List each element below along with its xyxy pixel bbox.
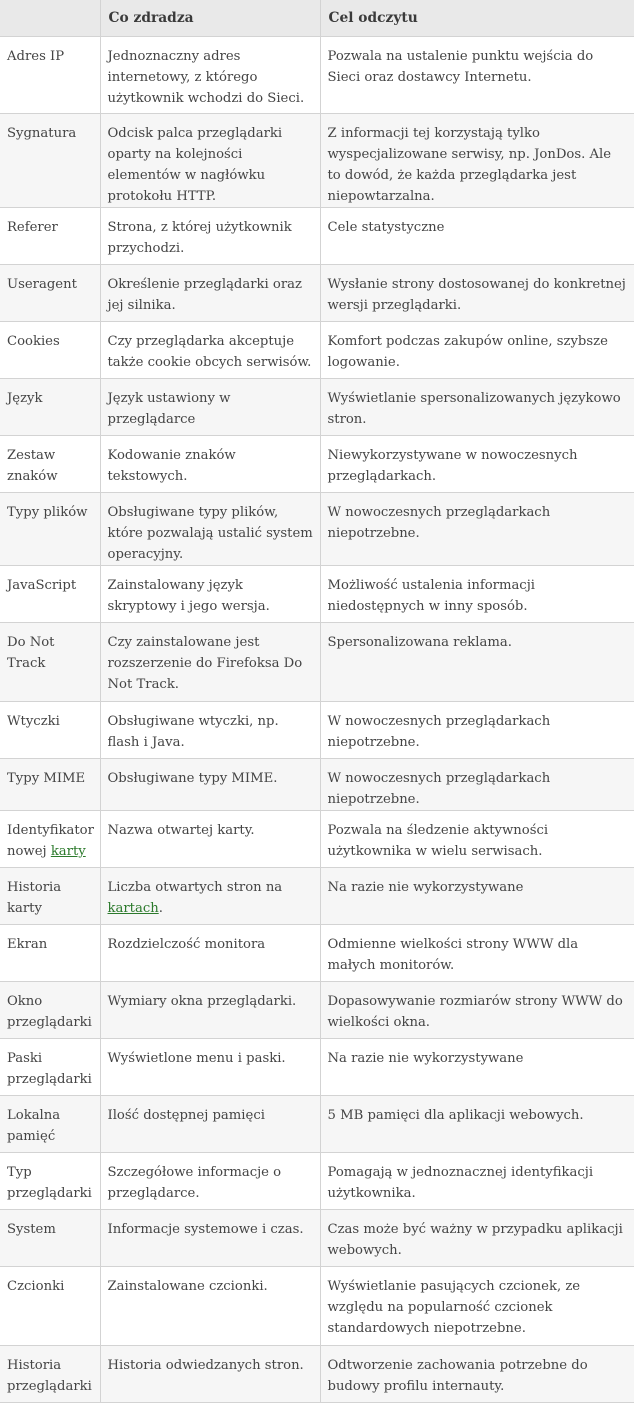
cell-purpose: [320, 1096, 634, 1153]
cell-purpose: [320, 379, 634, 436]
link-kartach[interactable]: kartach: [107, 901, 159, 916]
attribute-name-text: Lokalna pamięć: [7, 1108, 61, 1144]
purpose-text: Z informacji tej korzystają tylko wyspecjalizowane serwisy, np. JonDos. Ale to dowód, że każda przeglądarka jest niepowtarzalna.: [327, 126, 612, 204]
cell-attribute-name: [0, 925, 100, 982]
header-reveals: Co zdradza: [100, 0, 320, 37]
table-row: [0, 1096, 634, 1153]
cell-attribute-name: [0, 436, 100, 493]
attribute-name-text: Czcionki: [7, 1279, 65, 1294]
table-row: [0, 1210, 634, 1267]
cell-reveals: [100, 868, 320, 925]
table-row: [0, 702, 634, 759]
cell-attribute-name: [0, 811, 100, 868]
cell-purpose: [320, 265, 634, 322]
cell-reveals: [100, 114, 320, 208]
purpose-text: Komfort podczas zakupów online, szybsze logowanie.: [327, 334, 608, 370]
purpose-text: Na razie nie wykorzystywane: [327, 1051, 524, 1066]
purpose-text: Wyświetlanie spersonalizowanych językowo stron.: [327, 391, 621, 427]
cell-attribute-name: [0, 114, 100, 208]
reveals-text: Wyświetlone menu i paski.: [107, 1051, 286, 1066]
purpose-text: Niewykorzystywane w nowoczesnych przeglądarkach.: [327, 448, 578, 484]
table-header-row: [0, 0, 634, 37]
purpose-text: Spersonalizowana reklama.: [327, 635, 512, 650]
attribute-name-text: Sygnatura: [7, 126, 77, 141]
reveals-text: Historia odwiedzanych stron.: [107, 1358, 304, 1373]
purpose-text: W nowoczesnych przeglądarkach niepotrzebne.: [327, 714, 551, 750]
attribute-name-text: Ekran: [7, 937, 48, 952]
purpose-text: Na razie nie wykorzystywane: [327, 880, 524, 895]
table-row: [0, 982, 634, 1039]
attribute-name-text: Typ przeglądarki: [7, 1165, 92, 1201]
purpose-text: Pomagają w jednoznacznej identyfikacji użytkownika.: [327, 1165, 594, 1201]
cell-attribute-name: [0, 1346, 100, 1403]
table-row: [0, 322, 634, 379]
attribute-name-text: Typy MIME: [7, 771, 86, 786]
cell-reveals: [100, 1210, 320, 1267]
cell-reveals: [100, 493, 320, 566]
table-row: [0, 868, 634, 925]
reveals-text: Szczegółowe informacje o przeglądarce.: [107, 1165, 282, 1201]
purpose-text: Pozwala na śledzenie aktywności użytkownika w wielu serwisach.: [327, 823, 549, 859]
attribute-name-text: Useragent: [7, 277, 77, 292]
cell-purpose: [320, 322, 634, 379]
reveals-text: Obsługiwane wtyczki, np. flash i Java.: [107, 714, 279, 750]
cell-attribute-name: [0, 982, 100, 1039]
cell-attribute-name: [0, 759, 100, 811]
cell-purpose: [320, 982, 634, 1039]
cell-attribute-name: [0, 37, 100, 114]
cell-reveals: [100, 982, 320, 1039]
cell-purpose: [320, 702, 634, 759]
table-row: [0, 623, 634, 702]
header-attribute: [0, 0, 100, 37]
cell-attribute-name: [0, 1210, 100, 1267]
table-row: [0, 1346, 634, 1403]
cell-reveals: [100, 1267, 320, 1346]
attribute-name-text: Historia karty: [7, 880, 62, 916]
cell-attribute-name: [0, 1039, 100, 1096]
cell-attribute-name: [0, 623, 100, 702]
table-row: [0, 379, 634, 436]
reveals-text: Rozdzielczość monitora: [107, 937, 266, 952]
purpose-text: Możliwość ustalenia informacji niedostępnych w inny sposób.: [327, 578, 536, 614]
purpose-text: Pozwala na ustalenie punktu wejścia do Sieci oraz dostawcy Internetu.: [327, 49, 594, 85]
cell-purpose: [320, 208, 634, 265]
reveals-text: Informacje systemowe i czas.: [107, 1222, 304, 1237]
cell-attribute-name: [0, 379, 100, 436]
cell-attribute-name: [0, 208, 100, 265]
attribute-name-text: System: [7, 1222, 56, 1237]
cell-purpose: [320, 623, 634, 702]
purpose-text: Odtworzenie zachowania potrzebne do budowy profilu internauty.: [327, 1358, 588, 1394]
reveals-text: Jednoznaczny adres internetowy, z którego użytkownik wchodzi do Sieci.: [107, 49, 305, 106]
table-row: [0, 811, 634, 868]
cell-purpose: [320, 868, 634, 925]
purpose-text: Dopasowywanie rozmiarów strony WWW do wielkości okna.: [327, 994, 623, 1030]
reveals-text: Ilość dostępnej pamięci: [107, 1108, 265, 1123]
table-row: [0, 1039, 634, 1096]
table-row: [0, 265, 634, 322]
reveals-text: Obsługiwane typy plików, które pozwalają ustalić system operacyjny.: [107, 505, 313, 562]
attribute-name-text: Adres IP: [7, 49, 65, 64]
table-row: [0, 37, 634, 114]
purpose-text: W nowoczesnych przeglądarkach niepotrzebne.: [327, 505, 551, 541]
cell-attribute-name: [0, 493, 100, 566]
cell-purpose: [320, 1039, 634, 1096]
cell-attribute-name: [0, 1267, 100, 1346]
cell-purpose: [320, 1346, 634, 1403]
cell-purpose: [320, 1267, 634, 1346]
reveals-text: Wymiary okna przeglądarki.: [107, 994, 297, 1009]
cell-reveals: [100, 1096, 320, 1153]
purpose-text: Wyświetlanie pasujących czcionek, ze względu na popularność czcionek standardowych niepotrzebne.: [327, 1279, 581, 1336]
header-purpose: Cel odczytu: [320, 0, 634, 37]
attribute-name-text: Cookies: [7, 334, 60, 349]
table-row: [0, 566, 634, 623]
table-row: [0, 1153, 634, 1210]
cell-reveals: [100, 208, 320, 265]
cell-reveals: [100, 811, 320, 868]
cell-reveals: [100, 379, 320, 436]
table-row: [0, 436, 634, 493]
cell-reveals: [100, 702, 320, 759]
table-row: [0, 493, 634, 566]
reveals-text: Zainstalowany język skryptowy i jego wersja.: [107, 578, 270, 614]
cell-purpose: [320, 37, 634, 114]
purpose-text: Czas może być ważny w przypadku aplikacji webowych.: [327, 1222, 623, 1258]
purpose-text: W nowoczesnych przeglądarkach niepotrzebne.: [327, 771, 551, 807]
table-body: [0, 37, 634, 1403]
reveals-text: Kodowanie znaków tekstowych.: [107, 448, 236, 484]
reveals-text: Strona, z której użytkownik przychodzi.: [107, 220, 292, 256]
reveals-suffix: .: [158, 901, 163, 916]
reveals-text: Czy zainstalowane jest rozszerzenie do Firefoksa Do Not Track.: [107, 635, 303, 692]
cell-attribute-name: [0, 1096, 100, 1153]
attribute-name-text: Referer: [7, 220, 58, 235]
cell-purpose: [320, 114, 634, 208]
attribute-name-text: Zestaw znaków: [7, 448, 58, 484]
cell-reveals: [100, 566, 320, 623]
reveals-text: Obsługiwane typy MIME.: [107, 771, 278, 786]
attribute-name-text: Typy plików: [7, 505, 88, 520]
cell-reveals: [100, 1153, 320, 1210]
table-row: [0, 208, 634, 265]
cell-attribute-name: [0, 702, 100, 759]
cell-attribute-name: [0, 566, 100, 623]
reveals-text: Liczba otwartych stron na: [107, 880, 283, 895]
purpose-text: Cele statystyczne: [327, 220, 445, 235]
cell-reveals: [100, 265, 320, 322]
cell-purpose: [320, 566, 634, 623]
cell-purpose: [320, 1153, 634, 1210]
table-row: [0, 1267, 634, 1346]
cell-reveals: [100, 1039, 320, 1096]
cell-reveals: [100, 322, 320, 379]
attribute-name-text: Wtyczki: [7, 714, 60, 729]
reveals-text: Określenie przeglądarki oraz jej silnika.: [107, 277, 302, 313]
table-row: [0, 925, 634, 982]
cell-purpose: [320, 925, 634, 982]
reveals-text: Czy przeglądarka akceptuje także cookie obcych serwisów.: [107, 334, 312, 370]
attribute-name-text: Identyfikator nowej: [7, 823, 94, 859]
cell-purpose: [320, 811, 634, 868]
attribute-name-text: Do Not Track: [7, 635, 55, 671]
cell-purpose: [320, 759, 634, 811]
table-row: [0, 759, 634, 811]
table-row: [0, 114, 634, 208]
cell-reveals: [100, 436, 320, 493]
attribute-name-text: Paski przeglądarki: [7, 1051, 92, 1087]
reveals-text: Nazwa otwartej karty.: [107, 823, 255, 838]
reveals-text: Zainstalowane czcionki.: [107, 1279, 268, 1294]
attribute-name-text: JavaScript: [7, 578, 77, 593]
cell-purpose: [320, 493, 634, 566]
cell-reveals: [100, 759, 320, 811]
cell-attribute-name: [0, 322, 100, 379]
cell-reveals: [100, 925, 320, 982]
cell-reveals: [100, 623, 320, 702]
cell-attribute-name: [0, 265, 100, 322]
cell-purpose: [320, 436, 634, 493]
cell-attribute-name: [0, 868, 100, 925]
attribute-name-text: Okno przeglądarki: [7, 994, 92, 1030]
purpose-text: 5 MB pamięci dla aplikacji webowych.: [327, 1108, 584, 1123]
reveals-text: Odcisk palca przeglądarki oparty na kolejności elementów w nagłówku protokołu HTTP.: [107, 126, 283, 204]
reveals-text: Język ustawiony w przeglądarce: [107, 391, 231, 427]
cell-reveals: [100, 37, 320, 114]
purpose-text: Wysłanie strony dostosowanej do konkretnej wersji przeglądarki.: [327, 277, 626, 313]
purpose-text: Odmienne wielkości strony WWW dla małych monitorów.: [327, 937, 579, 973]
cell-purpose: [320, 1210, 634, 1267]
cell-reveals: [100, 1346, 320, 1403]
attribute-name-text: Język: [7, 391, 43, 406]
link-karty[interactable]: karty: [50, 844, 86, 859]
attribute-name-text: Historia przeglądarki: [7, 1358, 92, 1394]
cell-attribute-name: [0, 1153, 100, 1210]
